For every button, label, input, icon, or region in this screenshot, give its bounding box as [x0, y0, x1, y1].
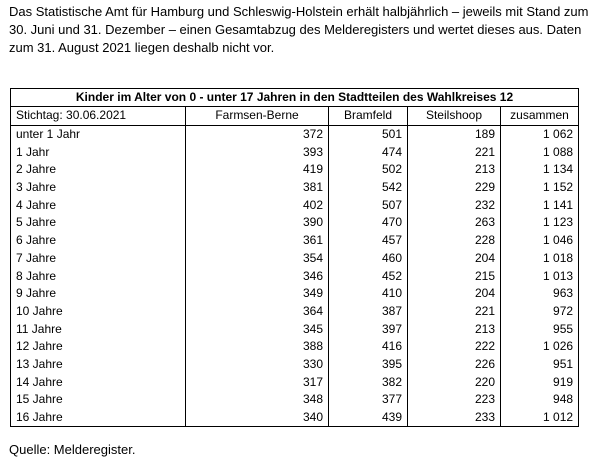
age-label: unter 1 Jahr: [11, 125, 186, 143]
source-note: Quelle: Melderegister.: [9, 442, 136, 457]
total-value: 972: [501, 303, 579, 321]
age-label: 14 Jahre: [11, 373, 186, 391]
table-row: [11, 143, 579, 161]
age-label: 12 Jahre: [11, 338, 186, 356]
farmsen-berne-value: 388: [186, 338, 329, 356]
table-row: [11, 409, 579, 427]
bramfeld-value: 377: [329, 391, 408, 409]
total-value: 1 088: [501, 143, 579, 161]
table-row: [11, 161, 579, 179]
farmsen-berne-value: 419: [186, 161, 329, 179]
table-row: [11, 356, 579, 374]
total-value: 1 012: [501, 409, 579, 427]
total-value: 951: [501, 356, 579, 374]
bramfeld-value: 502: [329, 161, 408, 179]
age-label: 13 Jahre: [11, 356, 186, 374]
age-label: 6 Jahre: [11, 232, 186, 250]
steilshoop-value: 220: [408, 373, 501, 391]
steilshoop-value: 223: [408, 391, 501, 409]
column-header-total: zusammen: [501, 107, 579, 126]
table-title-row: [11, 89, 579, 107]
steilshoop-value: 226: [408, 356, 501, 374]
total-value: 1 134: [501, 161, 579, 179]
table-header-row: [11, 107, 579, 126]
bramfeld-value: 457: [329, 232, 408, 250]
total-value: 1 018: [501, 250, 579, 268]
table-row: [11, 250, 579, 268]
farmsen-berne-value: 348: [186, 391, 329, 409]
farmsen-berne-value: 364: [186, 303, 329, 321]
table-row: [11, 303, 579, 321]
table-row: [11, 320, 579, 338]
total-value: 1 013: [501, 267, 579, 285]
table-row: [11, 214, 579, 232]
steilshoop-value: 213: [408, 320, 501, 338]
age-label: 5 Jahre: [11, 214, 186, 232]
column-header-bramfeld: Bramfeld: [329, 107, 408, 126]
table-row: [11, 196, 579, 214]
farmsen-berne-value: 345: [186, 320, 329, 338]
age-label: 15 Jahre: [11, 391, 186, 409]
age-label: 4 Jahre: [11, 196, 186, 214]
farmsen-berne-value: 317: [186, 373, 329, 391]
farmsen-berne-value: 402: [186, 196, 329, 214]
bramfeld-value: 387: [329, 303, 408, 321]
farmsen-berne-value: 330: [186, 356, 329, 374]
age-label: 11 Jahre: [11, 320, 186, 338]
age-label: 3 Jahre: [11, 179, 186, 197]
steilshoop-value: 213: [408, 161, 501, 179]
farmsen-berne-value: 349: [186, 285, 329, 303]
steilshoop-value: 204: [408, 250, 501, 268]
steilshoop-value: 229: [408, 179, 501, 197]
age-label: 7 Jahre: [11, 250, 186, 268]
farmsen-berne-value: 340: [186, 409, 329, 427]
table-row: [11, 179, 579, 197]
age-label: 8 Jahre: [11, 267, 186, 285]
farmsen-berne-value: 372: [186, 125, 329, 143]
age-label: 9 Jahre: [11, 285, 186, 303]
farmsen-berne-value: 390: [186, 214, 329, 232]
farmsen-berne-value: 346: [186, 267, 329, 285]
steilshoop-value: 263: [408, 214, 501, 232]
farmsen-berne-value: 354: [186, 250, 329, 268]
steilshoop-value: 204: [408, 285, 501, 303]
column-header-farmsen-berne: Farmsen-Berne: [186, 107, 329, 126]
bramfeld-value: 460: [329, 250, 408, 268]
bramfeld-value: 507: [329, 196, 408, 214]
table-row: [11, 232, 579, 250]
farmsen-berne-value: 381: [186, 179, 329, 197]
total-value: 1 123: [501, 214, 579, 232]
bramfeld-value: 382: [329, 373, 408, 391]
steilshoop-value: 189: [408, 125, 501, 143]
age-label: 10 Jahre: [11, 303, 186, 321]
age-label: 16 Jahre: [11, 409, 186, 427]
total-value: 1 152: [501, 179, 579, 197]
total-value: 1 026: [501, 338, 579, 356]
steilshoop-value: 233: [408, 409, 501, 427]
table-row: [11, 267, 579, 285]
steilshoop-value: 215: [408, 267, 501, 285]
table-row: [11, 338, 579, 356]
total-value: 1 141: [501, 196, 579, 214]
bramfeld-value: 501: [329, 125, 408, 143]
age-label: 1 Jahr: [11, 143, 186, 161]
table-title: Kinder im Alter von 0 - unter 17 Jahren in den Stadtteilen des Wahlkreises 12: [11, 89, 579, 107]
table-row: [11, 125, 579, 143]
table-row: [11, 373, 579, 391]
table-row: [11, 285, 579, 303]
column-header-date: Stichtag: 30.06.2021: [11, 107, 186, 126]
total-value: 955: [501, 320, 579, 338]
bramfeld-value: 474: [329, 143, 408, 161]
bramfeld-value: 395: [329, 356, 408, 374]
bramfeld-value: 470: [329, 214, 408, 232]
steilshoop-value: 228: [408, 232, 501, 250]
bramfeld-value: 452: [329, 267, 408, 285]
steilshoop-value: 221: [408, 143, 501, 161]
steilshoop-value: 232: [408, 196, 501, 214]
total-value: 1 046: [501, 232, 579, 250]
total-value: 948: [501, 391, 579, 409]
bramfeld-value: 542: [329, 179, 408, 197]
table-body: [11, 125, 579, 427]
children-age-table: [10, 88, 579, 427]
intro-paragraph: Das Statistische Amt für Hamburg und Schleswig-Holstein erhält halbjährlich – jeweils mit Stand zum 30. Juni und 31. Dezember – einen Gesamtabzug des Melderegisters und wertet dieses aus. Daten zum 31. August 2021 liegen deshalb nicht vor.: [9, 4, 589, 55]
bramfeld-value: 439: [329, 409, 408, 427]
total-value: 919: [501, 373, 579, 391]
column-header-steilshoop: Steilshoop: [408, 107, 501, 126]
steilshoop-value: 222: [408, 338, 501, 356]
bramfeld-value: 397: [329, 320, 408, 338]
total-value: 1 062: [501, 125, 579, 143]
bramfeld-value: 410: [329, 285, 408, 303]
bramfeld-value: 416: [329, 338, 408, 356]
total-value: 963: [501, 285, 579, 303]
farmsen-berne-value: 361: [186, 232, 329, 250]
farmsen-berne-value: 393: [186, 143, 329, 161]
steilshoop-value: 221: [408, 303, 501, 321]
age-label: 2 Jahre: [11, 161, 186, 179]
table-row: [11, 391, 579, 409]
